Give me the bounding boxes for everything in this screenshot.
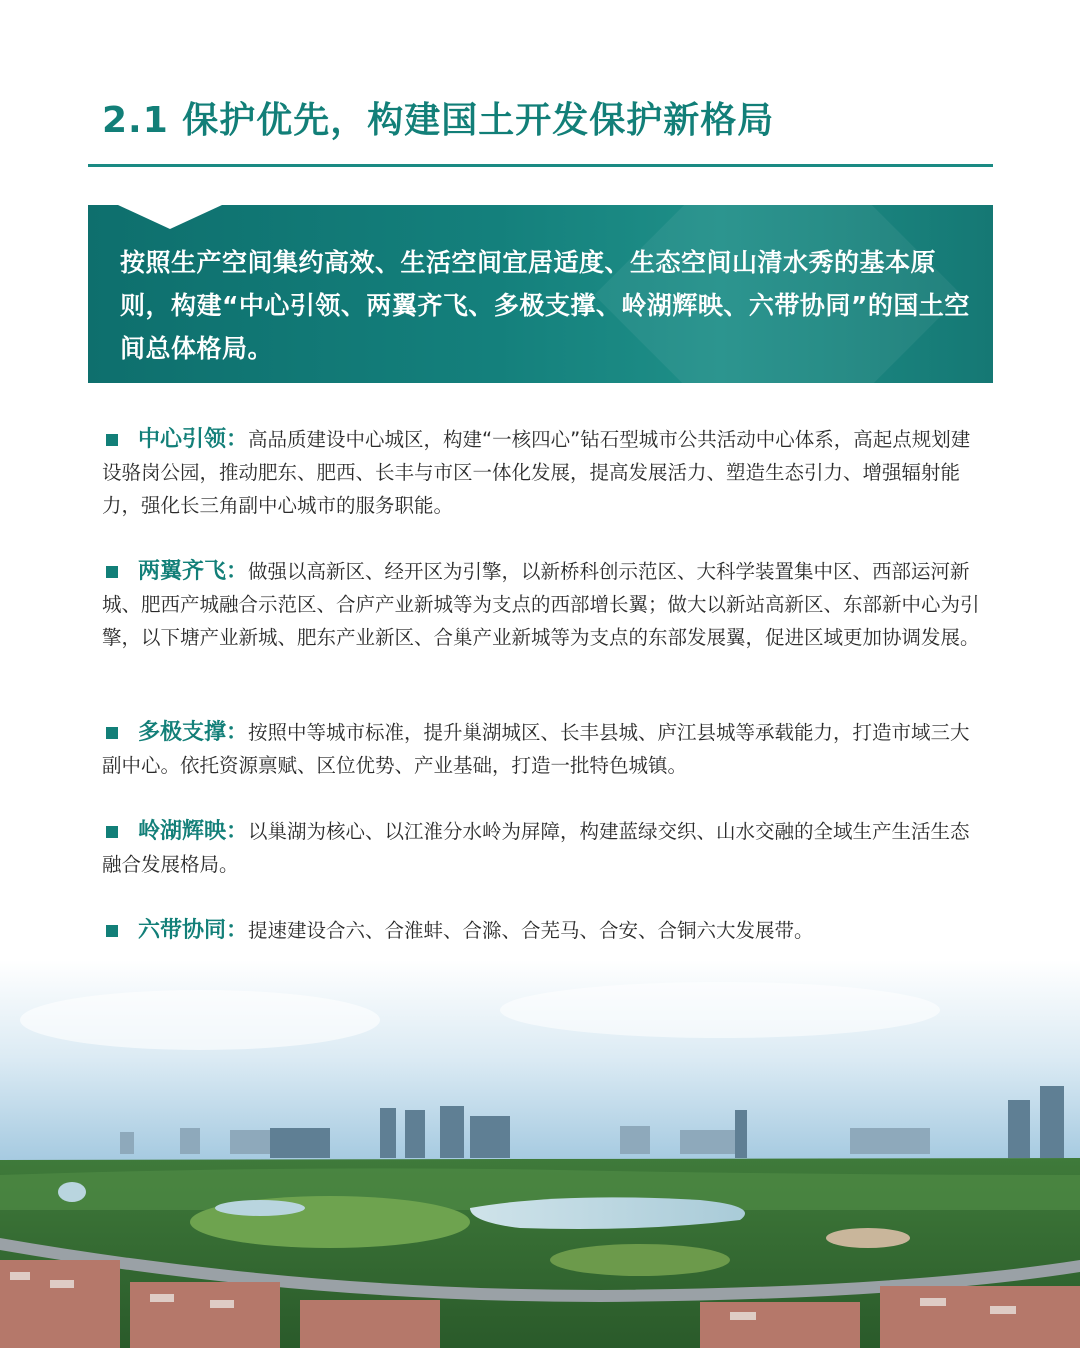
- item-body: 提速建设合六、合淮蚌、合滁、合芜马、合安、合铜六大发展带。: [248, 919, 814, 942]
- item-body: 按照中等城市标准，提升巢湖城区、长丰县城、庐江县城等承载能力，打造市域三大副中心。依托资源禀赋、区位优势、产业基础，打造一批特色城镇。: [102, 721, 970, 777]
- bullet-square-icon: [106, 826, 118, 838]
- list-item: [102, 914, 980, 947]
- list-item: [102, 423, 980, 522]
- item-heading: 两翼齐飞：: [138, 559, 249, 584]
- item-heading: 多极支撑：: [138, 720, 249, 745]
- title-divider: [88, 164, 993, 167]
- summary-banner: [88, 205, 993, 383]
- item-heading: 岭湖辉映：: [138, 819, 249, 844]
- item-body: 高品质建设中心城区，构建“一核四心”钻石型城市公共活动中心体系，高起点规划建设骆岗公园，推动肥东、肥西、长丰与市区一体化发展，提高发展活力、塑造生态引力、增强辐射能力，强化长三角副中心城市的服务职能。: [102, 428, 971, 517]
- list-item: [102, 716, 980, 782]
- bullet-square-icon: [106, 566, 118, 578]
- banner-notch: [118, 205, 222, 229]
- item-body: 以巢湖为核心、以江淮分水岭为屏障，构建蓝绿交织、山水交融的全域生产生活生态融合发展格局。: [102, 820, 970, 876]
- bullet-square-icon: [106, 727, 118, 739]
- banner-text: 按照生产空间集约高效、生活空间宜居适度、生态空间山清水秀的基本原则，构建“中心引领、两翼齐飞、多极支撑、岭湖辉映、六带协同”的国土空间总体格局。: [120, 248, 970, 363]
- city-skyline-park-photo: [0, 960, 1080, 1348]
- item-heading: 中心引领：: [138, 427, 249, 452]
- list-item: [102, 555, 980, 654]
- item-heading: 六带协同：: [138, 918, 249, 943]
- page-title: 2.1 保护优先，构建国土开发保护新格局: [102, 100, 775, 141]
- item-body: 做强以高新区、经开区为引擎，以新桥科创示范区、大科学装置集中区、西部运河新城、肥西产城融合示范区、合庐产业新城等为支点的西部增长翼；做大以新站高新区、东部新中心为引擎，以下塘产业新城、肥东产业新区、合巢产业新城等为支点的东部发展翼，促进区域更加协调发展。: [102, 560, 980, 649]
- bullet-square-icon: [106, 434, 118, 446]
- bullet-square-icon: [106, 925, 118, 937]
- list-item: [102, 815, 980, 881]
